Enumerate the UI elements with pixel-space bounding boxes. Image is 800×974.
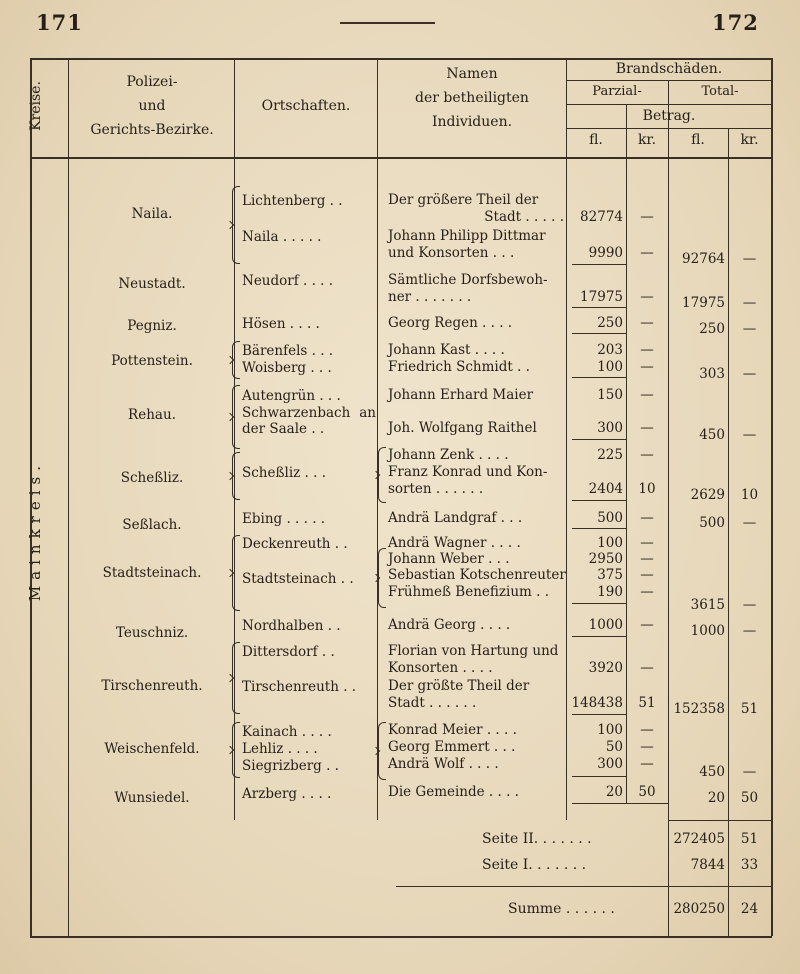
header-brandschaeden: Brandschäden. <box>615 61 723 77</box>
pkr-r5: — <box>640 359 654 375</box>
tkr-wunsiedel: 50 <box>740 790 759 806</box>
header-pfl: fl. <box>589 132 603 148</box>
header-namen <box>378 62 566 134</box>
brace-weischenfeld-names <box>378 722 386 780</box>
pfl-17975: 17975 <box>580 289 623 305</box>
ort-kainach: Kainach . . . . <box>242 724 332 740</box>
ort-schessliz: Scheßliz . . . <box>242 465 327 481</box>
seite2-label: Seite II. . . . . . . <box>482 831 592 847</box>
tkr-pegniz: — <box>742 321 757 337</box>
name-fruehmess: Frühmeß Benefizium . . <box>388 584 549 600</box>
bezirk-tirschenreuth: Tirschenreuth. <box>101 678 203 694</box>
header-namen-line2: der betheiligten <box>415 90 529 106</box>
ort-baerenfels: Bärenfels . . . <box>242 343 334 359</box>
col-sep-kreise <box>68 58 69 936</box>
rule-stadtsteinach-sum <box>572 603 626 604</box>
rule-rehau-sum <box>572 439 626 440</box>
tkr-tirschenreuth: 51 <box>740 701 759 717</box>
rule-wunsiedel-sum <box>572 803 668 804</box>
page-number-left: 171 <box>36 10 83 35</box>
pkr-r12: — <box>640 551 654 567</box>
kreis-name: Mainkreis. <box>26 460 44 602</box>
ort-autengruen: Autengrün . . . <box>242 388 341 404</box>
header-bezirke-line3: Gerichts-Bezirke. <box>90 122 214 138</box>
bezirk-teuschniz: Teuschniz. <box>115 625 189 641</box>
header-total: Total- <box>701 84 739 99</box>
ort-deckenreuth: Deckenreuth . . <box>242 536 348 552</box>
pkr-r9: 10 <box>638 481 656 497</box>
name-schmidt: Friedrich Schmidt . . <box>388 359 530 375</box>
name-hartung-2: Konsorten . . . . <box>388 660 493 676</box>
tkr-neustadt: — <box>742 295 757 311</box>
header-rule <box>340 22 435 24</box>
pfl-2404: 2404 <box>588 481 623 497</box>
ort-woisberg: Woisberg . . . <box>242 360 332 376</box>
pfl-375: 375 <box>597 567 623 583</box>
tkr-naila: — <box>742 251 757 267</box>
bezirk-sesslach: Seßlach. <box>122 517 182 533</box>
name-wagner: Andrä Wagner . . . . <box>388 535 521 551</box>
brace-naila <box>232 186 240 264</box>
tfl-weischenfeld: 450 <box>699 764 725 780</box>
pkr-r21: 50 <box>638 784 656 800</box>
pkr-r11: — <box>640 535 654 551</box>
pfl-1000: 1000 <box>588 617 623 633</box>
header-namen-line1: Namen <box>446 66 498 82</box>
rule-teuschniz-sum <box>572 636 626 637</box>
tkr-weischenfeld: — <box>742 764 757 780</box>
name-konrad-1: Franz Konrad und Kon- <box>388 464 548 480</box>
name-kotschenreuter: Sebastian Kotschenreuter <box>388 567 566 583</box>
ort-neudorf: Neudorf . . . . <box>242 273 334 289</box>
ort-lehliz: Lehliz . . . . <box>242 741 318 757</box>
pfl-300a: 300 <box>597 420 623 436</box>
tkr-schessliz: 10 <box>740 487 759 503</box>
pfl-500: 500 <box>597 510 623 526</box>
pkr-r19: — <box>640 739 654 755</box>
pfl-250: 250 <box>597 315 623 331</box>
pfl-82774: 82774 <box>580 209 623 225</box>
table-right-border <box>771 58 773 936</box>
rule-naila-sum <box>572 264 626 265</box>
col-sep-orte <box>377 58 378 820</box>
tfl-schessliz: 2629 <box>690 487 725 503</box>
pfl-150: 150 <box>597 387 623 403</box>
name-wolf: Andrä Wolf . . . . <box>388 756 499 772</box>
summary-top-rule <box>668 820 772 821</box>
header-kreise: Kreise. <box>28 81 44 131</box>
bezirk-stadtsteinach: Stadtsteinach. <box>102 565 202 581</box>
header-bezirke-line1: Polizei- <box>126 74 178 90</box>
bezirk-schessliz: Scheßliz. <box>120 470 184 486</box>
name-stadt-2: Stadt . . . . . . <box>388 695 477 711</box>
tfl-rehau: 450 <box>699 427 725 443</box>
tfl-pottenstein: 303 <box>699 366 725 382</box>
bezirk-weischenfeld: Weischenfeld. <box>104 741 200 757</box>
pkr-r2: — <box>640 289 654 305</box>
pfl-20: 20 <box>605 784 623 800</box>
name-landgraf: Andrä Landgraf . . . <box>388 510 523 526</box>
summe-kr: 24 <box>740 901 759 917</box>
ort-stadtsteinach: Stadtsteinach . . <box>242 571 354 587</box>
name-zenk: Johann Zenk . . . . <box>388 447 509 463</box>
pkr-r0: — <box>640 209 654 225</box>
pfl-190: 190 <box>597 584 623 600</box>
pfl-300b: 300 <box>597 756 623 772</box>
pfl-3920: 3920 <box>588 660 623 676</box>
seite1-fl: 7844 <box>690 857 725 873</box>
pkr-r7: — <box>640 420 654 436</box>
pkr-r4: — <box>640 342 654 358</box>
tfl-neustadt: 17975 <box>682 295 725 311</box>
pfl-100b: 100 <box>597 535 623 551</box>
header-tfl: fl. <box>691 132 705 148</box>
rule-schessliz-sum <box>572 500 626 501</box>
header-namen-line3: Individuen. <box>431 114 513 130</box>
name-maier: Johann Erhard Maier <box>388 387 534 403</box>
name-georg: Andrä Georg . . . . <box>388 617 511 633</box>
tkr-stadtsteinach: — <box>742 597 757 613</box>
rule-weischenfeld-sum <box>572 776 626 777</box>
ort-ebing: Ebing . . . . . <box>242 511 326 527</box>
pkr-r3: — <box>640 315 654 331</box>
seite2-kr: 51 <box>740 831 759 847</box>
header-partial: Parzial- <box>592 84 642 99</box>
pkr-r15: — <box>640 617 654 633</box>
ort-schwarzenbach: Schwarzenbach an der Saale . . <box>242 405 376 437</box>
tfl-tirschenreuth: 152358 <box>673 701 725 717</box>
bezirk-rehau: Rehau. <box>128 407 176 423</box>
header-pkr: kr. <box>637 132 657 148</box>
bezirk-naila: Naila. <box>131 206 173 222</box>
ort-lichtenberg: Lichtenberg . . <box>242 193 343 209</box>
pkr-r14: — <box>640 584 654 600</box>
brace-schessliz-names <box>378 447 386 503</box>
rule-pegniz-sum <box>572 333 626 334</box>
pfl-2950: 2950 <box>588 551 623 567</box>
name-stadt-1: Der größte Theil der <box>388 678 530 694</box>
pkr-r6: — <box>640 387 654 403</box>
name-hartung-1: Florian von Hartung und <box>388 643 559 659</box>
name-emmert: Georg Emmert . . . <box>388 739 516 755</box>
name-lichtenberg-1: Der größere Theil der <box>388 192 539 208</box>
tfl-teuschniz: 1000 <box>690 623 725 639</box>
pkr-r20: — <box>640 756 654 772</box>
name-lichtenberg-2: Stadt . . . . . <box>484 209 564 225</box>
rule-tirschenreuth-sum <box>572 714 626 715</box>
pkr-r18: — <box>640 722 654 738</box>
rule-pottenstein-sum <box>572 377 626 378</box>
rule-sesslach-sum <box>572 528 626 529</box>
tkr-sesslach: — <box>742 515 757 531</box>
name-raithel: Joh. Wolfgang Raithel <box>388 420 537 436</box>
rule-neustadt-sum <box>572 307 626 308</box>
ort-hoesen: Hösen . . . . <box>242 316 320 332</box>
pfl-148438: 148438 <box>571 695 623 711</box>
name-konrad-2: sorten . . . . . . <box>388 481 484 497</box>
pfl-225: 225 <box>597 447 623 463</box>
summe-label: Summe . . . . . . <box>508 901 615 917</box>
header-betrag: Betrag. <box>642 108 696 124</box>
name-weber: Johann Weber . . . <box>388 551 510 567</box>
seite2-fl: 272405 <box>673 831 725 847</box>
name-gemeinde: Die Gemeinde . . . . <box>388 784 519 800</box>
seite1-kr: 33 <box>740 857 759 873</box>
tkr-pottenstein: — <box>742 366 757 382</box>
pkr-r13: — <box>640 567 654 583</box>
tfl-sesslach: 500 <box>699 515 725 531</box>
header-ortschaften: Ortschaften. <box>261 98 351 114</box>
name-neudorf-1: Sämtliche Dorfsbewoh- <box>388 272 548 288</box>
pfl-100a: 100 <box>597 359 623 375</box>
ort-arzberg: Arzberg . . . . <box>242 786 332 802</box>
col-sep-tfl <box>728 128 729 936</box>
pkr-r17: 51 <box>638 695 656 711</box>
name-regen: Georg Regen . . . . <box>388 315 513 331</box>
header-bezirke <box>70 70 234 142</box>
header-bezirke-line2: und <box>138 98 166 114</box>
bezirk-neustadt: Neustadt. <box>118 276 186 292</box>
tfl-stadtsteinach: 3615 <box>690 597 725 613</box>
name-naila-1: Johann Philipp Dittmar <box>388 228 546 244</box>
pkr-r8: — <box>640 447 654 463</box>
name-kast: Johann Kast . . . . <box>388 342 505 358</box>
ort-naila: Naila . . . . . <box>242 229 322 245</box>
header-tkr: kr. <box>740 132 759 148</box>
page-number-right: 172 <box>712 10 759 35</box>
tkr-rehau: — <box>742 427 757 443</box>
pfl-203: 203 <box>597 342 623 358</box>
ort-siegrizberg: Siegrizberg . . <box>242 758 339 774</box>
pkr-r16: — <box>640 660 654 676</box>
pfl-50: 50 <box>605 739 623 755</box>
ort-nordhalben: Nordhalben . . <box>242 618 341 634</box>
header-bottom-border <box>30 157 772 159</box>
tkr-teuschniz: — <box>742 623 757 639</box>
tfl-naila: 92764 <box>682 251 725 267</box>
ort-tirschenreuth: Tirschenreuth . . <box>242 679 357 695</box>
pfl-9990: 9990 <box>588 245 623 261</box>
summe-rule <box>396 886 772 887</box>
tfl-wunsiedel: 20 <box>707 790 725 806</box>
seite1-label: Seite I. . . . . . . <box>482 857 587 873</box>
pfl-100c: 100 <box>597 722 623 738</box>
col-sep-partial-total <box>668 80 669 936</box>
table-bottom-border <box>30 936 772 938</box>
bezirk-wunsiedel: Wunsiedel. <box>114 790 190 806</box>
summe-fl: 280250 <box>673 901 725 917</box>
pkr-r1: — <box>640 245 654 261</box>
name-konrad-meier: Konrad Meier . . . . <box>388 722 517 738</box>
name-naila-2: und Konsorten . . . <box>388 245 515 261</box>
pkr-r10: — <box>640 510 654 526</box>
name-neudorf-2: ner . . . . . . . <box>388 289 472 305</box>
tfl-pegniz: 250 <box>699 321 725 337</box>
ort-dittersdorf: Dittersdorf . . <box>242 644 335 660</box>
bezirk-pottenstein: Pottenstein. <box>111 353 193 369</box>
bezirk-pegniz: Pegniz. <box>127 318 177 334</box>
brace-stadtsteinach-names <box>378 548 386 608</box>
